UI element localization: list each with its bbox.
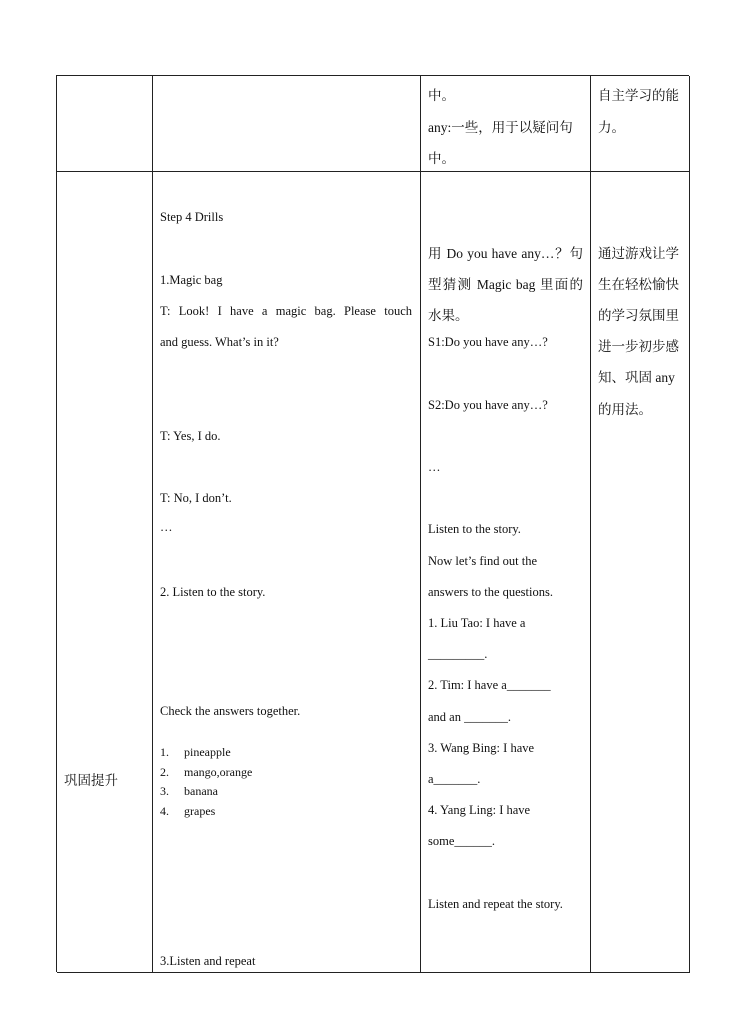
magic-bag-line-2: and guess. What’s in it? [160,335,279,349]
question-2a: 2. Tim: I have a_______ [428,678,551,692]
answer-item: 3. banana [160,784,218,799]
row1-purpose-cell [591,76,690,172]
findout-line-1: Now let’s find out the [428,554,538,568]
magic-bag-line-1: T: Look! I have a magic bag. Please touch [160,304,412,318]
question-3a: 3. Wang Bing: I have [428,741,535,755]
answer-item: 2. mango,orange [160,764,253,779]
purpose-line-6: 的用法。 [598,402,652,417]
answer-item: 4. grapes [160,803,216,818]
s2-line: S2:Do you have any…? [428,398,548,412]
guess-line-1: 用 Do you have any…？句 [428,246,583,261]
step-title: Step 4 Drills [160,210,224,224]
listen-title: 2. Listen to the story. [160,585,266,599]
students-ellipsis: … [428,460,441,474]
question-1a: 1. Liu Tao: I have a [428,616,526,630]
student-activity-cell [421,172,591,973]
guess-line-3: 水果。 [428,308,469,323]
s1-line: S1:Do you have any…? [428,335,548,349]
teacher-ellipsis: … [160,520,173,534]
purpose-cell [591,172,690,973]
answer-list [160,745,252,823]
row1-students-line-1: 中。 [428,88,455,103]
purpose-line-3: 的学习氛围里 [598,308,679,323]
repeat-title: 3.Listen and repeat [160,954,256,968]
question-4b: some______. [428,834,496,848]
row1-teacher-cell [153,76,421,172]
lesson-plan-table [56,75,689,972]
row1-purpose-line-2: 力。 [598,120,625,135]
teacher-activity-cell [153,172,421,973]
row1-students-line-3: 中。 [428,151,455,166]
purpose-line-1: 通过游戏让学 [598,246,679,261]
magic-bag-title: 1.Magic bag [160,273,223,287]
check-line: Check the answers together. [160,704,301,718]
row1-stage-cell [57,76,153,172]
findout-line-2: answers to the questions. [428,585,553,599]
stage-label: 巩固提升 [64,773,118,788]
guess-line-2: 型猜测 Magic bag 里面的 [428,277,583,292]
question-2b: and an _______. [428,710,511,724]
listen-line: Listen to the story. [428,522,521,536]
repeat-story-line: Listen and repeat the story. [428,897,563,911]
question-4a: 4. Yang Ling: I have [428,803,531,817]
no-line: T: No, I don’t. [160,491,232,505]
row1-students-cell [421,76,591,172]
question-3b: a_______. [428,772,481,786]
yes-line: T: Yes, I do. [160,429,221,443]
purpose-line-4: 进一步初步感 [598,339,679,354]
stage-cell [57,172,153,973]
purpose-line-2: 生在轻松愉快 [598,277,679,292]
purpose-line-5: 知、巩固 any [598,370,675,385]
question-1b: _________. [428,647,488,661]
row1-students-line-2: any:一些，用于以疑问句 [428,120,573,135]
row1-purpose-line-1: 自主学习的能 [598,88,679,103]
answer-item: 1. pineapple [160,745,231,759]
